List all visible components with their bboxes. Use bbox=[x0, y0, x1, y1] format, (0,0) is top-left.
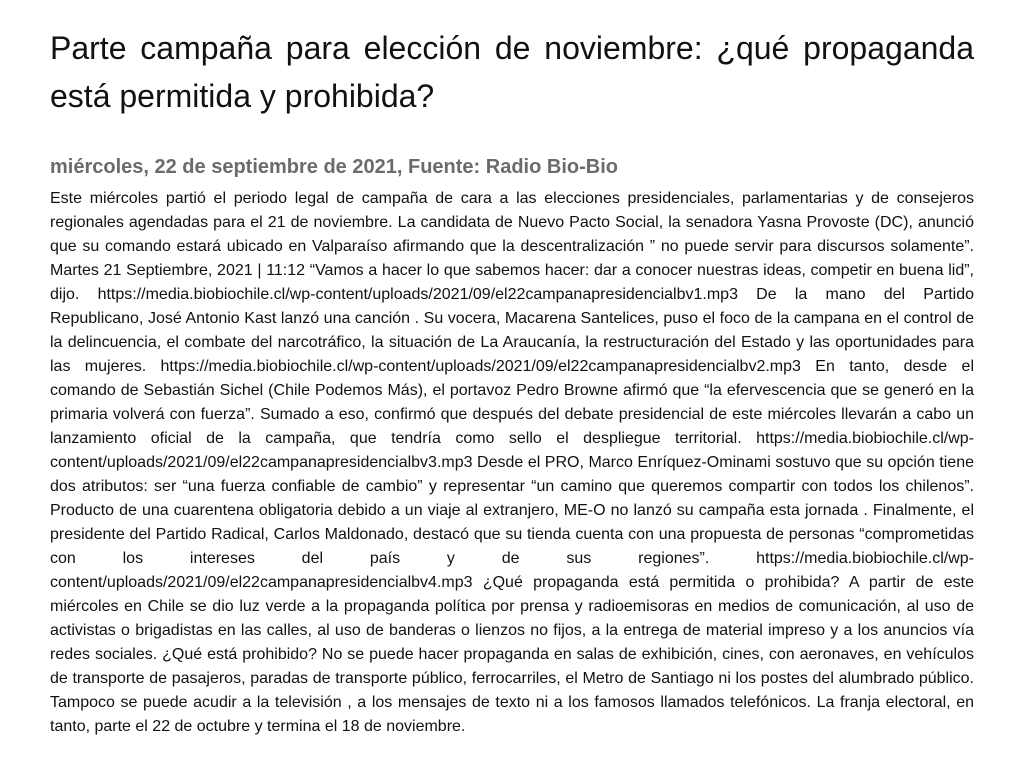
article-source: Fuente: Radio Bio-Bio bbox=[407, 156, 618, 178]
article-date: miércoles, 22 de septiembre de 2021 bbox=[50, 156, 397, 178]
article-meta bbox=[50, 153, 974, 181]
article-body: Este miércoles partió el periodo legal de campaña de cara a las elecciones presidenciales, parlamentarias y de consejeros regionales agendadas para el 21 de noviembre. La candidata de Nuevo Pacto Social, la senadora Yasna Provoste (DC), anunció que su comando estará ubicado en Valparaíso afirmando que la descentralización ” no puede servir para discursos solamente”. Martes 21 Septiembre, 2021 | 11:12 “Vamos a hacer lo que sabemos hacer: dar a conocer nuestras ideas, competir en buena lid”, dijo. https://media.biobiochile.cl/wp-content/uploads/2021/09/el22campanapresidencialbv1.mp3 De la mano del Partido Republicano, José Antonio Kast lanzó una canción . Su vocera, Macarena Santelices, puso el foco de la campana en el control de la delincuencia, el combate del narcotráfico, la situación de La Araucanía, la restructuración del Estado y las oportunidades para las mujeres. https://media.biobiochile.cl/wp-content/uploads/2021/09/el22campanapresidencialbv2.mp3 En tanto, desde el comando de Sebastián Sichel (Chile Podemos Más), el portavoz Pedro Browne afirmó que “la efervescencia que se generó en la primaria volverá con fuerza”. Sumado a eso, confirmó que después del debate presidencial de este miércoles llevarán a cabo un lanzamiento oficial de la campaña, que tendría como sello el despliegue territorial. https://media.biobiochile.cl/wp-content/uploads/2021/09/el22campanapresidencialbv3.mp3 Desde el PRO, Marco Enríquez-Ominami sostuvo que su opción tiene dos atributos: ser “una fuerza confiable de cambio” y representar “un camino que queremos compartir con todos los chilenos”. Producto de una cuarentena obligatoria debido a un viaje al extranjero, ME-O no lanzó su campaña esta jornada . Finalmente, el presidente del Partido Radical, Carlos Maldonado, destacó que su tienda cuenta con una propuesta de personas “comprometidas con los intereses del país y de sus regiones”. https://media.biobiochile.cl/wp-content/uploads/2021/09/el22campanapresidencialbv4.mp3 ¿Qué propaganda está permitida o prohibida? A partir de este miércoles en Chile se dio luz verde a la propaganda política por prensa y radioemisoras en medios de comunicación, al uso de activistas o brigadistas en las calles, al uso de banderas o lienzos no fijos, a la entrega de material impreso y a los anuncios vía redes sociales. ¿Qué está prohibido? No se puede hacer propaganda en salas de exhibición, cines, con aeronaves, en vehículos de transporte de pasajeros, paradas de transporte público, ferrocarriles, el Metro de Santiago ni los postes del alumbrado público. Tampoco se puede acudir a la televisión , a los mensajes de texto ni a los famosos llamados telefónicos. La franja electoral, en tanto, parte el 22 de octubre y termina el 18 de noviembre. bbox=[50, 190, 974, 735]
news-article bbox=[50, 24, 974, 739]
article-title: Parte campaña para elección de noviembre: ¿qué propaganda está permitida y prohibida? bbox=[50, 30, 974, 114]
meta-separator: , bbox=[396, 156, 408, 178]
